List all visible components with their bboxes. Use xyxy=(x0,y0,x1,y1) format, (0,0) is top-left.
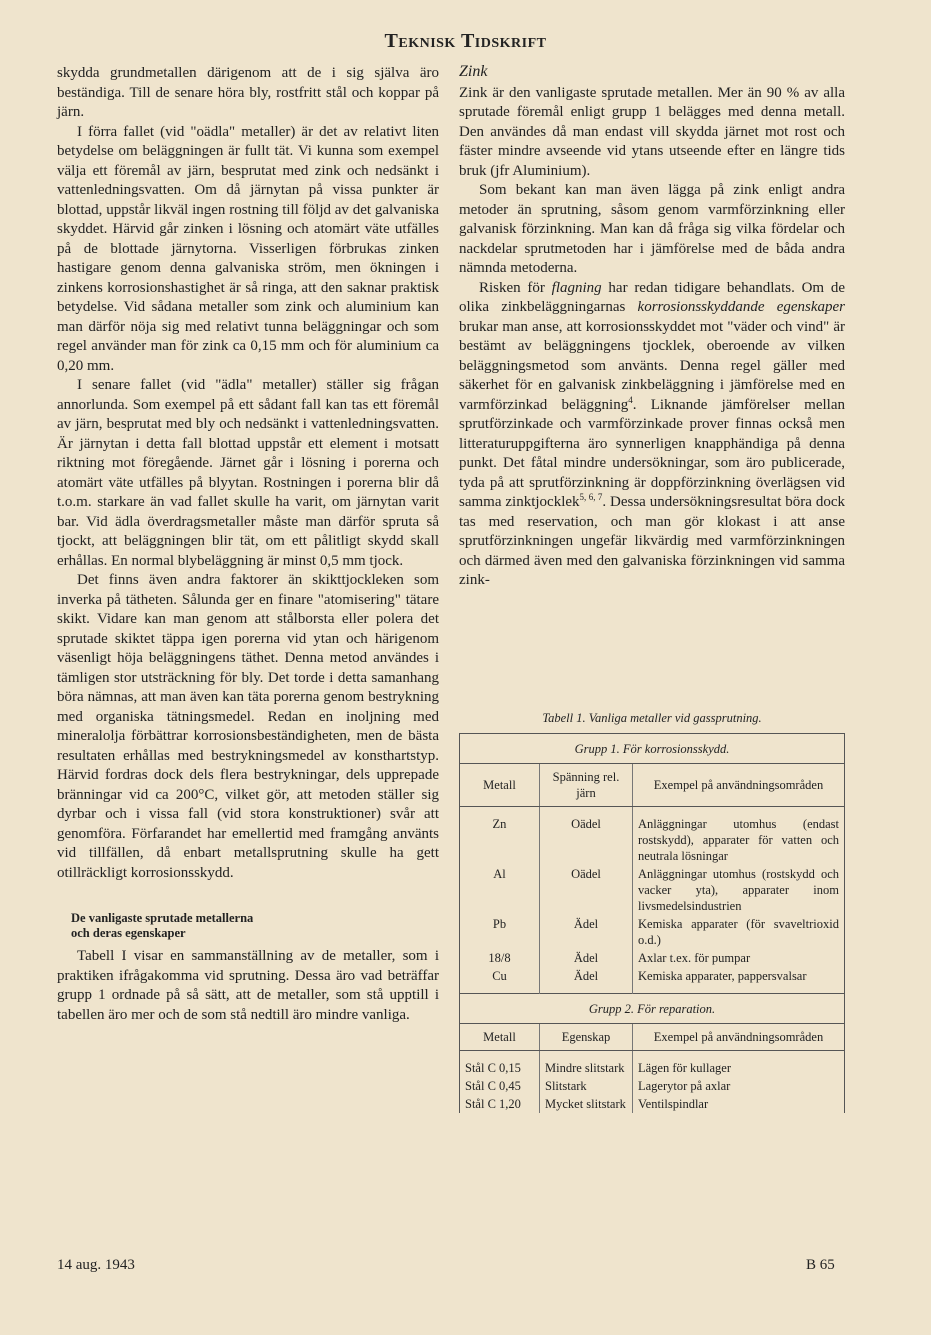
journal-header: Teknisk Tidskrift xyxy=(384,30,547,52)
cell-example: Ventilspindlar xyxy=(633,1095,845,1113)
cell-property: Mindre slitstark xyxy=(540,1059,633,1077)
cell-example: Anläggningar utomhus (rostskydd och vacker yta), apparater inom livsmedelsindustrien xyxy=(633,865,845,915)
column-header: Spänning rel. järn xyxy=(540,764,633,807)
cell-voltage: Oädel xyxy=(540,865,633,915)
cell-example: Kemiska apparater, pappersvalsar xyxy=(633,967,845,985)
table-header-row xyxy=(460,764,845,807)
metals-table xyxy=(459,733,845,1113)
cell-metal: Stål C 0,45 xyxy=(465,1079,521,1093)
group-title: Grupp 1. För korrosionsskydd. xyxy=(460,734,845,764)
section-heading-line: och deras egenskaper xyxy=(71,926,186,940)
table-header-row xyxy=(460,1024,845,1051)
cell-example: Anläggningar utomhus (endast rostskydd), apparater för vatten och neutrala lösningar xyxy=(633,815,845,865)
table-row xyxy=(460,1077,845,1095)
text-run: brukar man anse, att korrosionsskyddet mot "väder och vind" är bestämt av beläggningens tjocklek, oberoende av vilken beläggningsmetod som använts. Denna regel gäller med säkerhet för en galvanisk zinkbeläggning i jämförelse med en varmförzinkad beläggning xyxy=(459,318,845,413)
group-header xyxy=(460,734,845,764)
emphasis: korrosionsskyddande egenskaper xyxy=(637,299,845,315)
paragraph: I förra fallet (vid "oädla" metaller) är det av relativt liten betydelse om beläggningen är fullt tät. Vi kunna som exempel välja ett föremål av järn, besprutat med zink och nedsänkt i vattenledningsvatten. Om då järnytan på vissa punkter är blottad, uppstår likväl ingen rostning till följd av det galvaniska skyddet. Härvid går zinken i lösning och atomärt väte utfälles på de blottade järnytorna. Visserligen förbrukas zinken hastigare genom denna galvaniska ström, men ökningen i zinkens korrosionshastighet är så ringa, att den saknar praktisk betydelse. Vid sådana metaller som zink och aluminium kan man därför nöja sig med relativt tunna beläggningar och som regel använder man för zink ca 0,15 mm och för aluminium ca 0,20 mm. xyxy=(57,123,439,374)
table-title: Tabell 1. Vanliga metaller vid gassprutning. xyxy=(542,711,762,725)
cell-metal: Cu xyxy=(492,969,507,983)
footnote-ref: 5, 6, 7 xyxy=(579,492,603,502)
table-row xyxy=(460,815,845,865)
paragraph: Det finns även andra faktorer än skikttjockleken som inverka på tätheten. Sålunda ger en finare "atomisering" tätare skikt. Vidare kan man genom att stålborsta eller polera det sprutade skiktet täppa igen porerna vid ytan och härigenom väsenligt höja beläggningens täthet. Denna metod användes i tämligen stor utsträckning för bly. Det torde i detta samanhang böra nämnas, att man även kan täta porerna genom bestrykning med organiska tätningsmedel. Redan en inoljning med mineralolja förbättrar korrosionsbeständigheten, men de bästa resultaten erhållas med bestrykningsmedel av konsthartstyp. Härvid fordras dock dels flera bestrykningar, dels upprepade bränningar vid ca 200°C, vilket gör, att metoden ställer sig dyrbar och i vissa fall (vid stora konstruktioner) svår att genomföra. Förfarandet har emellertid med framgång använts vid tillfällen, då enbart metallsprutning skulle ha gett otillräckligt korrosionsskydd. xyxy=(57,572,439,881)
cell-property: Mycket slitstark xyxy=(540,1095,633,1113)
cell-metal: Zn xyxy=(492,817,507,831)
text-run: . Liknande jämförelser mellan sprutförzinkade och varmförzinkade prover finnas också men litteraturuppgifterna äro synnerligen knapphändiga på denna punkt. Det fåtal mindre undersökningar, som äro publicerade, tyda på att sprutförzinkning är doppförzinkning överlägsen vid samma zinktjocklek xyxy=(459,396,845,510)
cell-metal: Pb xyxy=(492,917,507,931)
section-heading xyxy=(71,911,439,941)
cell-voltage: Ädel xyxy=(540,949,633,967)
paragraph xyxy=(459,279,845,591)
cell-metal: Al xyxy=(493,867,506,881)
cell-example: Axlar t.ex. för pumpar xyxy=(633,949,845,967)
emphasis: flagning xyxy=(551,279,602,296)
cell-voltage: Oädel xyxy=(540,815,633,865)
paragraph: I senare fallet (vid "ädla" metaller) ställer sig frågan annorlunda. Som exempel på ett sådant fall kan tas ett föremål av järn, besprutat med bly och nedsänkt i vattenledningsvatten. Är järnytan i detta fall blottad uppstår ett element i motsatt riktning mot föregående. Järnet går i lösning i porerna och atomärt väte utfälles på blyytan. Rostningen i porerna blir då t.o.m. starkare än vad fallet skulle ha varit, om järnytan varit bar. Vid ädla överdragsmetaller måste man därför spruta så tjockt, att beläggningen blir tät, om ett pålitligt skydd skall erhållas. En normal blybeläggning är minst 0,5 mm tjock. xyxy=(57,377,439,569)
group-header xyxy=(460,994,845,1024)
cell-property: Slitstark xyxy=(540,1077,633,1095)
page-number: B 65 xyxy=(806,1257,835,1273)
cell-voltage: Ädel xyxy=(540,915,633,949)
table-row xyxy=(460,915,845,949)
cell-voltage: Ädel xyxy=(540,967,633,985)
cell-example: Kemiska apparater (för svaveltrioxid o.d.) xyxy=(633,915,845,949)
column-header: Exempel på användningsområden xyxy=(633,764,845,807)
column-header: Exempel på användningsområden xyxy=(633,1024,845,1051)
section-heading-line: De vanligaste sprutade metallerna xyxy=(71,911,254,925)
right-column xyxy=(459,62,845,591)
cell-metal: Stål C 0,15 xyxy=(465,1061,521,1075)
table-row xyxy=(460,967,845,985)
column-header: Metall xyxy=(460,1024,540,1051)
text-run: Risken för xyxy=(479,279,552,296)
column-header: Metall xyxy=(460,764,540,807)
table-row xyxy=(460,1059,845,1077)
subheading-zink: Zink xyxy=(459,63,488,80)
cell-metal: Stål C 1,20 xyxy=(465,1097,521,1111)
text-run: . Dessa undersökningsresultat böra dock tas med reservation, och man gör klokast i att anse sprutförzinkningen ungefär likvärdig med varmförzinkningen och därmed även med den galvaniska förzinkningen vid samma zink- xyxy=(459,494,846,588)
text-run: har redan tidigare behandlats. Om de olika zinkbeläggningarnas xyxy=(459,279,845,315)
table-row xyxy=(460,1095,845,1113)
cell-metal: 18/8 xyxy=(488,951,511,965)
paragraph: Som bekant kan man även lägga på zink enligt andra metoder än sprutning, såsom genom varmförzinkning eller galvanisk förzinkning. Man kan då fråga sig vilka fördelar och nackdelar sprutmetoden har i jämförelse med de båda andra nämnda metoderna. xyxy=(459,182,845,276)
paragraph: skydda grundmetallen därigenom att de i sig själva äro beständiga. Till de senare höra bly, rostfritt stål och koppar på järn. xyxy=(57,65,439,120)
table-row xyxy=(460,865,845,915)
group-title: Grupp 2. För reparation. xyxy=(460,994,845,1024)
footnote-ref: 4 xyxy=(628,394,633,405)
footer-date: 14 aug. 1943 xyxy=(57,1257,135,1273)
paragraph: Tabell I visar en sammanställning av de metaller, som i praktiken ifrågakomma vid sprutning. Dessa äro vad beträffar grupp 1 ordnade på så sätt, att de metaller, som stå upptill i tabellen äro mer och de som stå nedtill äro mindre vanliga. xyxy=(57,948,439,1023)
paragraph: Zink är den vanligaste sprutade metallen. Mer än 90 % av alla sprutade föremål enligt grupp 1 belägges med denna metall. Den användes då man endast vill skydda järnet mot rost och fäster mindre avseende vid ytans utseende efter en längre tids bruk (jfr Aluminium). xyxy=(459,84,845,179)
column-header: Egenskap xyxy=(540,1024,633,1051)
table-row xyxy=(460,949,845,967)
cell-example: Lägen för kullager xyxy=(633,1059,845,1077)
left-column xyxy=(57,64,439,1025)
cell-example: Lagerytor på axlar xyxy=(633,1077,845,1095)
